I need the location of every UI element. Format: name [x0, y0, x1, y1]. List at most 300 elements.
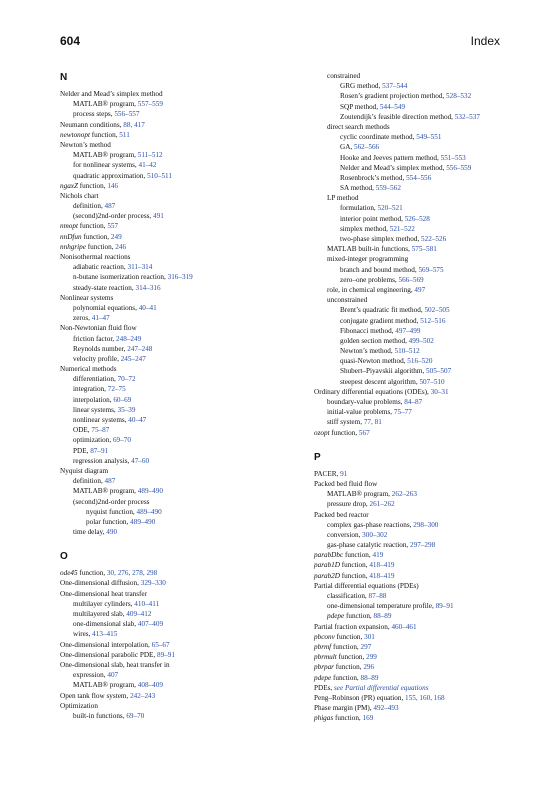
entry-term: interior point method, [340, 214, 405, 223]
page-link[interactable]: 69–70 [112, 436, 131, 445]
page-link[interactable]: 491 [153, 212, 164, 221]
index-subentry [314, 254, 539, 264]
entry-term: role, in chemical engineering, [327, 285, 415, 294]
page-link[interactable]: 520–521 [377, 204, 403, 213]
entry-term: expression, [73, 671, 108, 680]
index-entry [60, 568, 285, 578]
page-link[interactable]: 40–41 [138, 303, 157, 312]
page-link[interactable]: see Partial differential equations [333, 683, 429, 692]
index-entry [60, 589, 285, 599]
index-subentry [314, 611, 539, 621]
entry-term: SQP method, [340, 102, 380, 111]
page-link[interactable]: 329–330 [140, 579, 166, 588]
entry-suffix: function, [334, 632, 365, 641]
page-link[interactable]: 298–300 [413, 520, 439, 529]
page-link[interactable]: 299 [366, 653, 377, 662]
entry-term: (second)2nd-order process [73, 497, 150, 506]
entry-suffix: function, [344, 612, 374, 621]
entry-term: constrained [327, 72, 361, 80]
index-subentry [314, 203, 539, 213]
page-link[interactable]: 89–91 [157, 650, 175, 659]
page-link[interactable]: 88–89 [360, 673, 379, 682]
index-entry [60, 191, 285, 201]
index-subentry [314, 265, 539, 275]
index-entry [60, 701, 285, 711]
page-link[interactable]: 532–537 [454, 112, 480, 121]
index-entry [314, 632, 539, 642]
entry-term: LP method [327, 194, 359, 203]
index-entry [314, 560, 539, 570]
index-entry [314, 622, 539, 632]
page-link[interactable]: 311–314 [127, 263, 153, 272]
page-link[interactable]: 557 [107, 222, 119, 231]
page-link[interactable]: 487 [104, 202, 116, 211]
index-subentry [60, 629, 285, 639]
entry-term: quasi-Newton method, [340, 357, 408, 366]
index-subentry [60, 680, 285, 690]
index-subentry [60, 425, 285, 435]
entry-suffix: function, [77, 222, 108, 231]
entry-term: stiff system, [327, 418, 364, 427]
entry-term: nonlinear systems, [73, 416, 129, 424]
entry-term: polar function, [86, 517, 131, 526]
page-link[interactable]: 316–319 [167, 273, 193, 282]
entry-term: formulation, [340, 204, 378, 213]
page-link[interactable]: 300–302 [362, 530, 388, 539]
entry-term: pbconv [314, 632, 335, 641]
index-subentry [314, 316, 539, 326]
page-link[interactable]: 75–87 [91, 426, 110, 435]
entry-term: Nonisothermal reactions [60, 253, 131, 261]
page-link[interactable]: 567 [358, 428, 370, 437]
entry-term: parab2D [314, 571, 340, 580]
entry-suffix: function, [333, 714, 363, 723]
entry-term: one-dimensional slab, [73, 620, 138, 629]
section-letter: N [60, 72, 68, 83]
index-subentry [60, 711, 285, 721]
index-subentry [60, 670, 285, 680]
entry-term: ozopt [314, 428, 330, 437]
index-entry [314, 683, 539, 693]
entry-term: nnDfun [60, 232, 82, 241]
page-link[interactable]: 261–262 [369, 500, 395, 509]
page-link[interactable]: 510–512 [394, 347, 420, 356]
page-link[interactable]: 77, 81 [363, 418, 382, 427]
page-link[interactable]: 487 [104, 477, 116, 486]
index-subentry [60, 354, 285, 364]
page-link[interactable]: 497 [414, 285, 426, 294]
index-subentry [314, 520, 539, 530]
entry-term: Fibonacci method, [340, 326, 396, 335]
page-link[interactable]: 30, 276, 278, 298 [106, 569, 158, 578]
entry-term: Nonlinear systems [60, 293, 114, 302]
index-subentry [314, 346, 539, 356]
entry-term: steady-state reaction, [73, 283, 136, 292]
entry-term: Brent’s quadratic fit method, [340, 306, 425, 315]
index-subentry [60, 334, 285, 344]
page-link[interactable]: 70–72 [117, 375, 136, 384]
index-subentry [60, 507, 285, 517]
page-link[interactable]: 248–249 [116, 334, 142, 343]
index-subentry [314, 407, 539, 417]
spacer [314, 438, 539, 451]
entry-term: optimization, [73, 436, 113, 445]
index-subentry [314, 81, 539, 91]
entry-term: conjugate gradient method, [340, 316, 421, 325]
index-subentry [314, 489, 539, 499]
index-entry [314, 713, 539, 723]
page-link[interactable]: 492–493 [373, 704, 399, 713]
page-link[interactable]: 418–419 [369, 561, 395, 570]
page-link[interactable]: 242–243 [130, 691, 156, 700]
entry-term: steepest descent algorithm, [340, 377, 420, 386]
page-link[interactable]: 537–544 [382, 82, 408, 91]
index-subentry [60, 283, 285, 293]
index-subentry [314, 122, 539, 132]
entry-term: pressure drop, [327, 500, 370, 509]
page-link[interactable]: 60–69 [113, 395, 132, 404]
page-link[interactable]: 556–557 [114, 110, 140, 119]
entry-term: ode45 [60, 569, 78, 578]
index-subentry [314, 132, 539, 142]
index-entry [60, 140, 285, 150]
index-subentry [60, 201, 285, 211]
page-link[interactable]: 559–562 [375, 184, 401, 193]
index-entry [60, 252, 285, 262]
page-link[interactable]: 499–502 [408, 336, 434, 345]
entry-term: integration, [73, 385, 108, 394]
entry-suffix: function, [77, 181, 108, 190]
entry-term: One-dimensional diffusion, [60, 579, 141, 588]
index-subentry [60, 272, 285, 282]
entry-term: parab1D [314, 561, 340, 570]
index-subentry [60, 262, 285, 272]
page-link[interactable]: 526–528 [404, 214, 430, 223]
entry-term: PDEs, [314, 683, 334, 692]
page-link[interactable]: 502–505 [424, 306, 450, 315]
index-subentry [60, 374, 285, 384]
page-link[interactable]: 35–39 [117, 405, 136, 414]
page-link[interactable]: 497–499 [395, 326, 421, 335]
entry-term: Peng–Robinson (PR) equation, [314, 693, 406, 702]
page-link[interactable]: 511–512 [137, 151, 163, 160]
page-number: 604 [60, 34, 81, 48]
spacer [60, 537, 285, 550]
index-subentry [60, 527, 285, 537]
entry-term: Newton’s method, [340, 347, 395, 356]
index-entry [60, 650, 285, 660]
page-link[interactable]: 554–556 [406, 173, 432, 182]
entry-term: Rosenbrock’s method, [340, 173, 407, 182]
entry-term: GRG method, [340, 82, 383, 91]
page-link[interactable]: 88, 417 [123, 120, 145, 129]
index-entry [314, 703, 539, 713]
page-link[interactable]: 75–77 [393, 408, 412, 417]
entry-term: Rosen’s gradient projection method, [340, 92, 446, 101]
index-entry [314, 469, 539, 479]
page-link[interactable]: 41–42 [138, 161, 157, 170]
entry-term: ngaxZ [60, 181, 78, 190]
index-entry [60, 691, 285, 701]
page-link[interactable]: 575–581 [411, 245, 437, 254]
section-letter: O [60, 551, 68, 563]
index-subentry [314, 601, 539, 611]
page-link[interactable]: 505–507 [426, 367, 452, 376]
entry-term: initial-value problems, [327, 408, 394, 417]
entry-term: golden section method, [340, 336, 409, 345]
entry-term: Reynolds number, [73, 344, 128, 353]
entry-term: Nelder and Mead’s simplex method [60, 90, 163, 98]
page-link[interactable]: 262–263 [391, 490, 417, 499]
index-entry [314, 428, 539, 438]
page-link[interactable]: 87–91 [90, 446, 109, 455]
entry-term: Shubert–Piyavskii algorithm, [340, 367, 427, 376]
index-subentry [60, 517, 285, 527]
entry-term: (second)2nd-order process, [73, 212, 154, 221]
index-subentry [314, 275, 539, 285]
index-entry [314, 387, 539, 397]
entry-term: one-dimensional temperature profile, [327, 602, 436, 611]
entry-term: MATLAB® program, [73, 151, 138, 160]
entry-term: cyclic coordinate method, [340, 133, 417, 142]
page-link[interactable]: 551–553 [440, 153, 466, 162]
entry-term: classification, [327, 592, 369, 600]
entry-term: process steps, [73, 110, 115, 119]
entry-suffix: function, [81, 232, 111, 241]
index-subentry [314, 356, 539, 366]
entry-term: Open tank flow system, [60, 691, 131, 700]
index-subentry [60, 171, 285, 181]
index-subentry [314, 285, 539, 295]
index-subentry [314, 530, 539, 540]
index-entry [60, 578, 285, 588]
entry-term: Newton’s method [60, 140, 111, 149]
entry-term: differentiation, [73, 375, 118, 384]
entry-term: newtonopt [60, 130, 90, 139]
entry-term: linear systems, [73, 405, 118, 414]
page-link[interactable]: 297–298 [410, 541, 436, 550]
entry-term: Phase margin (PM), [314, 704, 374, 713]
page-link[interactable]: 246 [115, 242, 127, 251]
running-title: Index [470, 34, 500, 48]
index-entry [60, 181, 285, 191]
index-subentry [314, 112, 539, 122]
index-column-left [60, 71, 285, 721]
page-link[interactable]: 566–569 [398, 275, 424, 284]
page-link[interactable]: 460–461 [391, 622, 417, 631]
index-entry [314, 642, 539, 652]
entry-term: MATLAB built-in functions, [327, 245, 412, 254]
page-link[interactable]: 489–490 [137, 487, 163, 496]
page-link[interactable]: 146 [107, 181, 119, 190]
index-subentry [314, 295, 539, 305]
entry-term: Packed bed fluid flow [314, 479, 378, 488]
index-entry [314, 693, 539, 703]
index-subentry [314, 377, 539, 387]
index-entry [60, 242, 285, 252]
index-subentry [60, 476, 285, 486]
index-subentry [60, 313, 285, 323]
page-link[interactable]: 522–526 [421, 235, 447, 243]
entry-term: pdepe [327, 612, 345, 621]
entry-term: for nonlinear systems, [73, 161, 139, 170]
index-entry [314, 510, 539, 520]
page-link[interactable]: 507–510 [419, 377, 445, 386]
entry-term: pbrmult [314, 653, 337, 662]
page-link[interactable]: 407 [107, 671, 119, 680]
entry-term: MATLAB® program, [73, 487, 138, 496]
page-link[interactable]: 249 [110, 232, 122, 241]
index-subentry [60, 405, 285, 415]
page-link[interactable]: 489–490 [136, 507, 162, 516]
page-link[interactable]: 47–60 [131, 456, 150, 465]
index-subentry [314, 336, 539, 346]
index-subentry [60, 446, 285, 456]
index-subentry [314, 366, 539, 376]
entry-term: wires, [73, 630, 93, 639]
index-entry [60, 130, 285, 140]
page-link[interactable]: 557–559 [137, 100, 163, 109]
page-link[interactable]: 569–575 [418, 265, 444, 274]
entry-suffix: function, [331, 642, 361, 651]
index-entry [314, 550, 539, 560]
index-subentry [314, 224, 539, 234]
page-link[interactable]: 410–411 [134, 599, 160, 608]
page-link[interactable]: 297 [360, 642, 372, 651]
index-entry [314, 673, 539, 683]
page-link[interactable]: 247–248 [127, 344, 153, 353]
page-link[interactable]: 407–409 [137, 620, 164, 629]
entry-term: friction factor, [73, 334, 117, 343]
entry-term: interpolation, [73, 395, 114, 404]
entry-term: pbrpar [314, 663, 334, 672]
page-link[interactable]: 155, 160, 168 [405, 693, 445, 702]
entry-term: Nyquist diagram [60, 466, 109, 475]
entry-term: MATLAB® program, [327, 490, 392, 499]
page-link[interactable]: 490 [106, 528, 118, 537]
entry-term: direct search methods [327, 122, 390, 131]
entry-suffix: function, [339, 571, 370, 580]
entry-term: Nelder and Mead’s simplex method, [340, 163, 447, 172]
index-entry [314, 652, 539, 662]
page-link[interactable]: 245–247 [120, 354, 146, 363]
index-subentry [314, 71, 539, 81]
index-subentry [60, 497, 285, 507]
page-link[interactable]: 65–67 [151, 640, 170, 649]
page-link[interactable]: 521–522 [389, 224, 415, 233]
page-link[interactable]: 296 [363, 663, 375, 672]
entry-term: multilayer cylinders, [73, 599, 135, 608]
index-subentry [60, 211, 285, 221]
page-link[interactable]: 562–566 [353, 143, 380, 152]
page-link[interactable]: 88–89 [373, 612, 392, 621]
index-subentry [60, 303, 285, 313]
index-subentry [314, 173, 539, 183]
page-link[interactable]: 511 [119, 130, 130, 139]
page-link[interactable]: 413–415 [92, 630, 118, 639]
index-subentry [60, 395, 285, 405]
entry-term: MATLAB® program, [73, 681, 138, 690]
page-link[interactable]: 489–490 [130, 517, 156, 526]
index-subentry [314, 326, 539, 336]
entry-term: regression analysis, [73, 456, 132, 465]
page-link[interactable]: 40–47 [128, 416, 147, 424]
entry-term: parabDbc [314, 551, 344, 560]
entry-term: One-dimensional slab, heat transfer in [60, 660, 170, 669]
page-link[interactable]: 419 [372, 551, 384, 560]
index-subentry [60, 150, 285, 160]
page-link[interactable]: 512–516 [420, 316, 446, 325]
page-link[interactable]: 89–91 [435, 602, 454, 611]
page-link[interactable]: 91 [340, 469, 348, 478]
page-link[interactable]: 41–47 [91, 314, 110, 323]
index-subentry [314, 102, 539, 112]
entry-term: conversion, [327, 530, 363, 539]
index-column-right [314, 71, 539, 723]
page-link[interactable]: 409–412 [126, 610, 152, 618]
entry-term: time delay, [73, 528, 107, 537]
page-link[interactable]: 72–75 [107, 385, 126, 394]
entry-term: Partial differential equations (PDEs) [314, 581, 419, 590]
entry-term: PDE, [73, 446, 91, 455]
page-link[interactable]: 408–409 [137, 681, 163, 690]
page-link[interactable]: 549–551 [416, 133, 442, 142]
index-subentry [314, 163, 539, 173]
page-link[interactable]: 301 [364, 632, 375, 641]
entry-term: zero–one problems, [340, 275, 399, 284]
entry-term: quadratic approximation, [73, 171, 148, 180]
entry-term: pbrmf [314, 642, 332, 651]
page-link[interactable]: 169 [362, 714, 374, 723]
entry-term: simplex method, [340, 224, 390, 233]
page-link[interactable]: 510–511 [147, 171, 172, 180]
page-link[interactable]: 516–520 [407, 357, 433, 366]
index-subentry [60, 415, 285, 425]
entry-term: phigas [314, 714, 334, 723]
page-link[interactable]: 544–549 [379, 102, 406, 111]
index-subentry [60, 160, 285, 170]
page-link[interactable]: 528–532 [446, 92, 472, 101]
page-link[interactable]: 69–70 [126, 711, 145, 720]
entry-term: complex gas-phase reactions, [327, 520, 414, 529]
entry-term: velocity profile, [73, 354, 121, 363]
page-link[interactable]: 418–419 [369, 571, 395, 580]
entry-term: ODE, [73, 426, 92, 435]
entry-term: nnhgripe [60, 242, 86, 251]
index-subentry [314, 214, 539, 224]
entry-term: Packed bed reactor [314, 510, 369, 519]
entry-term: pdepe [314, 673, 332, 682]
entry-term: nyquist function, [86, 507, 137, 516]
index-entry [314, 662, 539, 672]
index-subentry [314, 244, 539, 254]
page-link[interactable]: 30–31 [430, 387, 449, 396]
entry-term: SA method, [340, 184, 376, 193]
entry-suffix: function, [329, 428, 359, 437]
entry-term: Non-Newtonian fluid flow [60, 324, 137, 333]
page-link[interactable]: 556–559 [446, 163, 472, 172]
entry-term: zeros, [73, 314, 92, 323]
index-subentry [60, 435, 285, 445]
page-link[interactable]: 87–88 [368, 592, 387, 600]
entry-term: Neumann conditions, [60, 120, 124, 129]
entry-term: adiabatic reaction, [73, 263, 128, 272]
entry-term: Partial fraction expansion, [314, 622, 392, 631]
index-subentry [60, 619, 285, 629]
page-link[interactable]: 314–316 [135, 283, 161, 292]
page-link[interactable]: 84–87 [404, 398, 423, 406]
entry-term: Numerical methods [60, 365, 117, 374]
